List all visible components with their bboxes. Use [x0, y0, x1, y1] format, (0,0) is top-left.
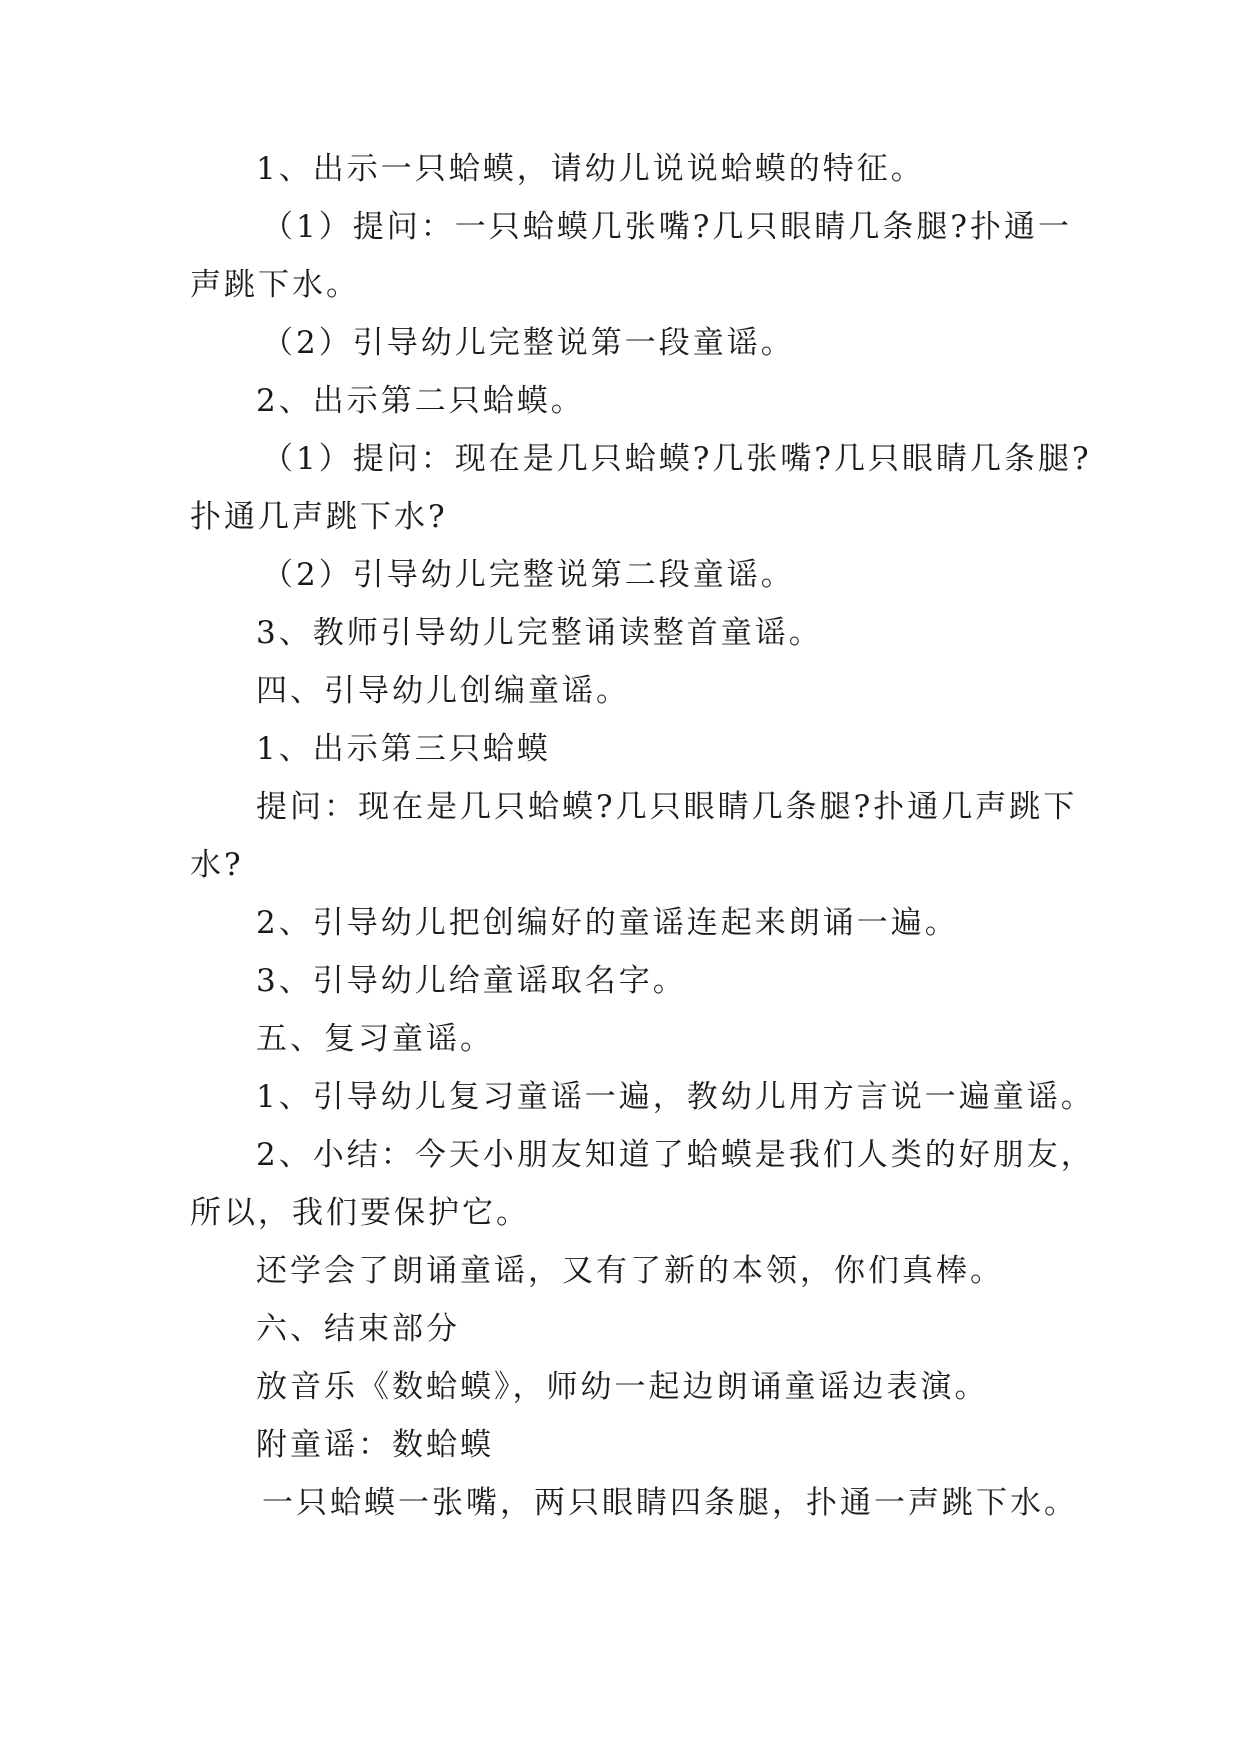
text-line: 提问：现在是几只蛤蟆?几只眼睛几条腿?扑通几声跳下 — [256, 789, 1078, 825]
text-line: 一只蛤蟆一张嘴，两只眼睛四条腿，扑通一声跳下水。 — [262, 1485, 1078, 1521]
text-line: 2、小结：今天小朋友知道了蛤蟆是我们人类的好朋友， — [256, 1137, 1095, 1173]
text-line: 四、引导幼儿创编童谣。 — [256, 673, 630, 709]
text-line: 3、教师引导幼儿完整诵读整首童谣。 — [256, 615, 823, 651]
text-line: 水? — [190, 847, 244, 883]
text-line: （1）提问：一只蛤蟆几张嘴?几只眼睛几条腿?扑通一 — [262, 209, 1072, 245]
text-line: 1、引导幼儿复习童谣一遍，教幼儿用方言说一遍童谣。 — [256, 1079, 1095, 1115]
text-line: 所以，我们要保护它。 — [190, 1195, 530, 1231]
text-line: 1、出示一只蛤蟆，请幼儿说说蛤蟆的特征。 — [256, 151, 925, 187]
text-line: （2）引导幼儿完整说第二段童谣。 — [262, 557, 795, 593]
text-line: 3、引导幼儿给童谣取名字。 — [256, 963, 687, 999]
text-line: 声跳下水。 — [190, 267, 360, 303]
text-line: 附童谣：数蛤蟆 — [256, 1427, 494, 1463]
text-line: 扑通几声跳下水? — [190, 499, 448, 535]
text-line: （1）提问：现在是几只蛤蟆?几张嘴?几只眼睛几条腿? — [262, 441, 1092, 477]
text-line: 1、出示第三只蛤蟆 — [256, 731, 551, 767]
text-line: 六、结束部分 — [256, 1311, 460, 1347]
text-line: 五、复习童谣。 — [256, 1021, 494, 1057]
text-line: 2、引导幼儿把创编好的童谣连起来朗诵一遍。 — [256, 905, 959, 941]
text-line: 2、出示第二只蛤蟆。 — [256, 383, 585, 419]
text-line: （2）引导幼儿完整说第一段童谣。 — [262, 325, 795, 361]
text-line: 还学会了朗诵童谣，又有了新的本领，你们真棒。 — [256, 1253, 1004, 1289]
text-line: 放音乐《数蛤蟆》，师幼一起边朗诵童谣边表演。 — [256, 1369, 989, 1405]
